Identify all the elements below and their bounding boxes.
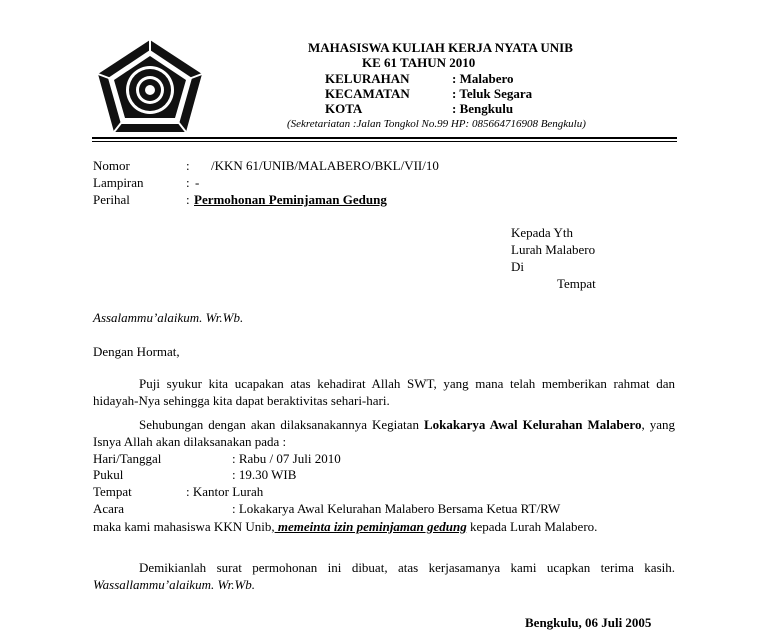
paragraph-3 [93,518,675,535]
secretariat-address: (Sekretariatan :Jalan Tongkol No.99 HP: 085664716908 Bengkulu) [287,118,586,130]
header-rule-thick [92,137,677,139]
paragraph-1 [93,375,675,409]
detail-time-value: : 19.30 WIB [232,467,297,482]
lampiran-value: - [195,175,200,190]
kota-label: KOTA [325,101,363,116]
detail-event-label: Acara [93,501,125,516]
paragraph-3-before: maka kami mahasiswa KKN Unib, [93,519,275,534]
detail-place-label: Tempat [93,484,132,499]
university-logo [94,38,206,134]
kelurahan-value: : Malabero [452,71,514,86]
paragraph-2 [93,416,675,450]
nomor-colon: : [186,158,190,173]
perihal-label: Perihal [93,192,130,207]
recipient-line-2: Lurah Malabero [511,242,596,257]
paragraph-2-after: , yang Isnya Allah akan dilaksanakan pada : [93,417,675,449]
recipient-line-1: Kepada Yth [511,225,573,240]
event-name: Lokakarya Awal Kelurahan Malabero [423,417,642,432]
perihal-colon: : [186,192,190,207]
perihal-value: Permohonan Peminjaman Gedung [194,192,387,207]
header-rule-thin [92,141,677,142]
org-name: MAHASISWA KULIAH KERJA NYATA UNIB [308,40,573,55]
request-emphasis: memeinta izin peminjaman gedung [274,519,467,534]
paragraph-2-before: Sehubungan dengan akan dilaksanakannya Kegiatan [139,417,424,432]
detail-place-value: : Kantor Lurah [186,484,264,499]
opening: Dengan Hormat, [93,344,180,359]
kelurahan-label: KELURAHAN [325,71,410,86]
recipient-line-3: Di [511,259,524,274]
signoff-date: Bengkulu, 06 Juli 2005 [525,615,652,630]
lampiran-colon: : [186,175,190,190]
nomor-label: Nomor [93,158,130,173]
paragraph-3-after: kepada Lurah Malabero. [466,519,598,534]
org-year: KE 61 TAHUN 2010 [362,55,476,70]
detail-date-value: : Rabu / 07 Juli 2010 [232,451,341,466]
detail-time-label: Pukul [93,467,124,482]
kecamatan-label: KECAMATAN [325,86,410,101]
detail-event-value: : Lokakarya Awal Kelurahan Malabero Bersama Ketua RT/RW [232,501,561,516]
nomor-value: /KKN 61/UNIB/MALABERO/BKL/VII/10 [211,158,439,173]
paragraph-1-text: Puji syukur kita ucapakan atas kehadirat Allah SWT, yang mana telah memberikan rahmat dan hidayah-Nya sehingga kita dapat beraktivitas sehari-hari. [93,376,675,408]
kecamatan-value: : Teluk Segara [452,86,533,101]
recipient-line-4: Tempat [557,276,596,291]
lampiran-label: Lampiran [93,175,144,190]
closing-greeting: Wassallammu’alaikum. Wr.Wb. [93,577,256,592]
greeting: Assalammu’alaikum. Wr.Wb. [93,310,244,325]
kota-value: : Bengkulu [452,101,514,116]
paragraph-4-text: Demikianlah surat permohonan ini dibuat, atas kerjasamanya kami ucapkan terima kasih. [139,560,675,575]
paragraph-4 [93,559,675,593]
detail-date-label: Hari/Tanggal [93,451,162,466]
